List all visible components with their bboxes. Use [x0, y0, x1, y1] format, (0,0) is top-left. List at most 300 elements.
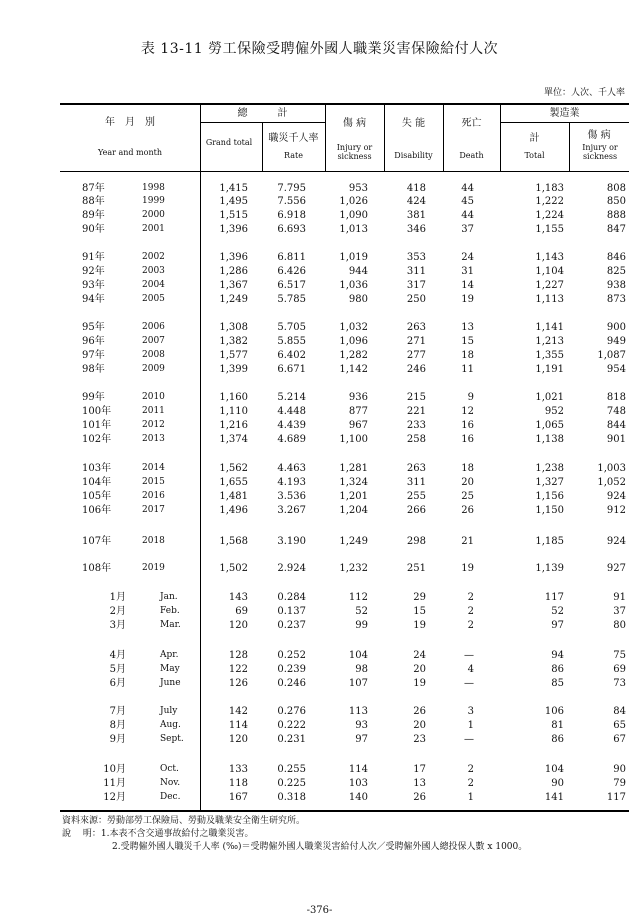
cell-rate: 5.785	[277, 294, 306, 305]
cell-disability: 251	[406, 563, 426, 574]
cell-death: 24	[461, 252, 474, 263]
cell-total: 1,568	[219, 536, 248, 547]
cell-mfg-injury: 79	[613, 778, 626, 789]
cell-total: 1,160	[219, 392, 248, 403]
cell-disability: 277	[406, 350, 426, 361]
cell-rate: 6.426	[277, 266, 306, 277]
cell-total: 1,481	[219, 491, 248, 502]
cell-disability: 381	[406, 210, 426, 221]
mfg-subrule	[500, 122, 629, 123]
cell-death: 21	[461, 536, 474, 547]
cell-rate: 4.439	[277, 420, 306, 431]
cell-injury: 98	[355, 664, 368, 675]
cell-mfg-total: 97	[551, 620, 564, 631]
cell-death: 2	[467, 592, 474, 603]
cell-mfg-total: 90	[551, 778, 564, 789]
row-label-zh: 3月	[109, 620, 126, 631]
cell-disability: 317	[406, 280, 426, 291]
cell-total: 118	[228, 778, 248, 789]
cell-mfg-total: 1,104	[535, 266, 564, 277]
cell-death: 12	[461, 406, 474, 417]
divider-6	[262, 123, 263, 171]
row-label-en: 2014	[142, 463, 165, 473]
cell-rate: 7.556	[277, 196, 306, 207]
row-label-en: July	[160, 706, 178, 716]
cell-mfg-injury: 69	[613, 664, 626, 675]
row-label-zh: 1月	[109, 592, 126, 603]
cell-mfg-injury: 873	[606, 294, 626, 305]
row-label-zh: 102年	[82, 434, 112, 445]
row-label-zh: 94年	[82, 294, 105, 305]
row-label-en: 2013	[142, 434, 165, 444]
cell-disability: 23	[413, 734, 426, 745]
row-label-en: 2016	[142, 491, 165, 501]
cell-mfg-total: 1,222	[535, 196, 564, 207]
cell-disability: 20	[413, 720, 426, 731]
cell-death: 15	[461, 336, 474, 347]
cell-rate: 4.463	[277, 463, 306, 474]
cell-mfg-total: 52	[551, 606, 564, 617]
cell-disability: 418	[406, 183, 426, 194]
cell-injury: 107	[348, 678, 368, 689]
header-disability-en: Disability	[394, 151, 433, 160]
cell-death: —	[464, 678, 474, 689]
row-label-en: Oct.	[160, 764, 179, 774]
cell-death: 19	[461, 294, 474, 305]
row-label-en: Mar.	[160, 620, 181, 630]
cell-death: 25	[461, 491, 474, 502]
cell-disability: 221	[406, 406, 426, 417]
cell-disability: 15	[413, 606, 426, 617]
cell-mfg-injury: 924	[606, 491, 626, 502]
row-label-en: May	[160, 664, 180, 674]
header-death-en: Death	[459, 151, 484, 160]
cell-injury: 103	[348, 778, 368, 789]
cell-injury: 1,232	[339, 563, 368, 574]
cell-mfg-injury: 90	[613, 764, 626, 775]
cell-injury: 1,026	[339, 196, 368, 207]
cell-disability: 258	[406, 434, 426, 445]
cell-mfg-total: 1,183	[535, 183, 564, 194]
cell-injury: 1,036	[339, 280, 368, 291]
cell-mfg-total: 952	[544, 406, 564, 417]
row-label-zh: 8月	[109, 720, 126, 731]
row-label-en: 2018	[142, 536, 165, 546]
cell-mfg-total: 1,185	[535, 536, 564, 547]
cell-rate: 0.276	[277, 706, 306, 717]
cell-total: 1,496	[219, 505, 248, 516]
header-disability: 失 能	[401, 118, 426, 129]
row-label-en: 2019	[142, 563, 165, 573]
cell-rate: 5.855	[277, 336, 306, 347]
cell-disability: 215	[406, 392, 426, 403]
cell-mfg-total: 141	[544, 792, 564, 803]
cell-injury: 93	[355, 720, 368, 731]
cell-mfg-injury: 65	[613, 720, 626, 731]
cell-mfg-total: 86	[551, 664, 564, 675]
cell-mfg-total: 1,138	[535, 434, 564, 445]
cell-death: —	[464, 650, 474, 661]
cell-disability: 26	[413, 706, 426, 717]
cell-rate: 0.222	[277, 720, 306, 731]
unit-label: 單位：人次、千人率	[543, 88, 625, 98]
cell-death: 18	[461, 350, 474, 361]
header-grand-total: Grand total	[205, 138, 253, 147]
cell-mfg-injury: 808	[606, 183, 626, 194]
row-label-en: 1998	[142, 183, 165, 193]
cell-death: 18	[461, 463, 474, 474]
cell-mfg-total: 1,224	[535, 210, 564, 221]
cell-rate: 6.671	[277, 364, 306, 375]
cell-mfg-total: 1,355	[535, 350, 564, 361]
cell-mfg-injury: 84	[613, 706, 626, 717]
cell-death: 19	[461, 563, 474, 574]
cell-mfg-injury: 1,052	[597, 477, 626, 488]
cell-mfg-injury: 924	[606, 536, 626, 547]
row-label-en: 1999	[142, 196, 165, 206]
cell-rate: 7.795	[277, 183, 306, 194]
cell-mfg-total: 94	[551, 650, 564, 661]
row-label-zh: 88年	[82, 196, 105, 207]
cell-mfg-injury: 818	[606, 392, 626, 403]
cell-mfg-total: 104	[544, 764, 564, 775]
cell-mfg-total: 1,141	[535, 322, 564, 333]
footnote-source: 資料來源：勞動部勞工保險局、勞動及職業安全衛生研究所。	[62, 816, 306, 826]
row-label-zh: 89年	[82, 210, 105, 221]
cell-total: 1,367	[219, 280, 248, 291]
cell-disability: 298	[406, 536, 426, 547]
cell-death: —	[464, 734, 474, 745]
cell-disability: 263	[406, 463, 426, 474]
cell-mfg-total: 1,139	[535, 563, 564, 574]
row-label-en: 2009	[142, 364, 165, 374]
cell-disability: 346	[406, 224, 426, 235]
cell-injury: 1,013	[339, 224, 368, 235]
cell-total: 120	[228, 734, 248, 745]
cell-rate: 0.252	[277, 650, 306, 661]
page-number: -376-	[306, 905, 333, 916]
row-label-zh: 108年	[82, 563, 112, 574]
row-label-en: 2002	[142, 252, 165, 262]
cell-death: 2	[467, 620, 474, 631]
cell-mfg-total: 1,021	[535, 392, 564, 403]
cell-total: 1,502	[219, 563, 248, 574]
row-label-zh: 87年	[82, 183, 105, 194]
cell-injury: 1,324	[339, 477, 368, 488]
header-mfg-injury: 傷 病	[587, 130, 611, 141]
row-label-en: 2000	[142, 210, 165, 220]
cell-injury: 944	[348, 266, 368, 277]
row-label-zh: 97年	[82, 350, 105, 361]
cell-mfg-total: 1,238	[535, 463, 564, 474]
row-label-en: 2012	[142, 420, 165, 430]
cell-mfg-injury: 91	[613, 592, 626, 603]
cell-total: 1,374	[219, 434, 248, 445]
cell-disability: 271	[406, 336, 426, 347]
cell-mfg-total: 106	[544, 706, 564, 717]
header-injury: 傷 病	[342, 118, 367, 129]
cell-total: 122	[228, 664, 248, 675]
cell-disability: 263	[406, 322, 426, 333]
row-label-zh: 98年	[82, 364, 105, 375]
cell-injury: 877	[348, 406, 368, 417]
cell-death: 11	[461, 364, 474, 375]
cell-death: 2	[467, 778, 474, 789]
header-year-month: 年 月 別	[105, 117, 155, 128]
cell-mfg-total: 1,227	[535, 280, 564, 291]
row-label-zh: 95年	[82, 322, 105, 333]
cell-rate: 6.517	[277, 280, 306, 291]
row-label-en: 2015	[142, 477, 165, 487]
cell-injury: 97	[355, 734, 368, 745]
cell-rate: 6.402	[277, 350, 306, 361]
row-label-zh: 91年	[82, 252, 105, 263]
cell-rate: 4.193	[277, 477, 306, 488]
header-rate-en: Rate	[284, 151, 303, 160]
cell-injury: 1,096	[339, 336, 368, 347]
cell-mfg-total: 1,065	[535, 420, 564, 431]
row-label-zh: 100年	[82, 406, 112, 417]
cell-injury: 52	[355, 606, 368, 617]
cell-mfg-injury: 825	[606, 266, 626, 277]
footnote-note2: 2.受聘僱外國人職災千人率 (‰)＝受聘僱外國人職業災害給付人次／受聘僱外國人總投保人數 x 1000。	[112, 842, 528, 852]
cell-disability: 19	[413, 678, 426, 689]
cell-total: 1,396	[219, 224, 248, 235]
cell-total: 126	[228, 678, 248, 689]
cell-rate: 5.705	[277, 322, 306, 333]
row-label-zh: 11月	[103, 778, 126, 789]
cell-death: 37	[461, 224, 474, 235]
header-rate: 職災千人率	[268, 133, 319, 144]
cell-mfg-injury: 80	[613, 620, 626, 631]
cell-injury: 936	[348, 392, 368, 403]
cell-death: 14	[461, 280, 474, 291]
row-label-zh: 4月	[109, 650, 126, 661]
cell-rate: 0.318	[277, 792, 306, 803]
cell-rate: 2.924	[277, 563, 306, 574]
cell-injury: 99	[355, 620, 368, 631]
cell-total: 1,216	[219, 420, 248, 431]
cell-disability: 13	[413, 778, 426, 789]
cell-disability: 246	[406, 364, 426, 375]
cell-total: 1,577	[219, 350, 248, 361]
row-label-zh: 92年	[82, 266, 105, 277]
cell-disability: 233	[406, 420, 426, 431]
cell-total: 1,415	[219, 183, 248, 194]
row-label-zh: 99年	[82, 392, 105, 403]
row-label-zh: 101年	[82, 420, 112, 431]
footnote-note1: 說 明：1.本表不含交通事故給付之職業災害。	[62, 829, 254, 839]
table-bottom-rule	[60, 810, 629, 812]
cell-death: 1	[467, 792, 474, 803]
cell-mfg-total: 1,113	[535, 294, 564, 305]
cell-total: 1,308	[219, 322, 248, 333]
cell-death: 20	[461, 477, 474, 488]
cell-mfg-injury: 1,003	[597, 463, 626, 474]
cell-rate: 4.448	[277, 406, 306, 417]
row-label-zh: 106年	[82, 505, 112, 516]
row-label-zh: 104年	[82, 477, 112, 488]
row-label-en: Sept.	[160, 734, 184, 744]
cell-rate: 6.811	[277, 252, 306, 263]
row-label-en: 2005	[142, 294, 165, 304]
cell-injury: 967	[348, 420, 368, 431]
header-total: 總 計	[237, 108, 288, 119]
cell-injury: 1,281	[339, 463, 368, 474]
cell-rate: 4.689	[277, 434, 306, 445]
row-label-en: Feb.	[160, 606, 180, 616]
cell-mfg-total: 117	[544, 592, 564, 603]
cell-rate: 5.214	[277, 392, 306, 403]
cell-mfg-injury: 844	[606, 420, 626, 431]
cell-injury: 113	[348, 706, 368, 717]
cell-injury: 1,204	[339, 505, 368, 516]
cell-disability: 17	[413, 764, 426, 775]
cell-death: 16	[461, 420, 474, 431]
cell-mfg-total: 81	[551, 720, 564, 731]
header-mfg-total-en: Total	[524, 151, 545, 160]
row-label-en: Nov.	[160, 778, 181, 788]
cell-death: 31	[461, 266, 474, 277]
header-mfg-total: 計	[529, 133, 540, 144]
cell-total: 114	[228, 720, 248, 731]
cell-mfg-total: 1,150	[535, 505, 564, 516]
cell-rate: 0.225	[277, 778, 306, 789]
cell-mfg-total: 1,213	[535, 336, 564, 347]
row-label-zh: 10月	[103, 764, 126, 775]
row-label-zh: 103年	[82, 463, 112, 474]
cell-death: 16	[461, 434, 474, 445]
cell-rate: 3.267	[277, 505, 306, 516]
row-label-zh: 2月	[109, 606, 126, 617]
cell-mfg-injury: 75	[613, 650, 626, 661]
cell-death: 4	[467, 664, 474, 675]
header-year-month-en: Year and month	[98, 148, 162, 157]
cell-total: 143	[228, 592, 248, 603]
header-mfg-injury-en: Injury or sickness	[582, 143, 618, 161]
cell-mfg-total: 1,143	[535, 252, 564, 263]
cell-injury: 1,249	[339, 536, 368, 547]
cell-mfg-total: 1,191	[535, 364, 564, 375]
cell-total: 142	[228, 706, 248, 717]
cell-total: 1,515	[219, 210, 248, 221]
cell-disability: 24	[413, 650, 426, 661]
cell-rate: 0.137	[277, 606, 306, 617]
cell-mfg-injury: 73	[613, 678, 626, 689]
cell-mfg-total: 85	[551, 678, 564, 689]
cell-total: 1,286	[219, 266, 248, 277]
cell-mfg-total: 86	[551, 734, 564, 745]
cell-rate: 3.190	[277, 536, 306, 547]
row-label-zh: 7月	[109, 706, 126, 717]
row-label-zh: 90年	[82, 224, 105, 235]
row-label-zh: 9月	[109, 734, 126, 745]
row-label-en: 2007	[142, 336, 165, 346]
cell-mfg-injury: 37	[613, 606, 626, 617]
row-label-en: 2011	[142, 406, 165, 416]
cell-mfg-injury: 888	[606, 210, 626, 221]
divider-4	[443, 104, 444, 171]
cell-total: 167	[228, 792, 248, 803]
cell-injury: 1,090	[339, 210, 368, 221]
cell-total: 69	[235, 606, 248, 617]
cell-injury: 1,100	[339, 434, 368, 445]
row-label-zh: 93年	[82, 280, 105, 291]
cell-mfg-injury: 938	[606, 280, 626, 291]
cell-mfg-total: 1,155	[535, 224, 564, 235]
row-label-en: June	[160, 678, 181, 688]
cell-mfg-injury: 912	[606, 505, 626, 516]
cell-mfg-injury: 117	[606, 792, 626, 803]
cell-total: 120	[228, 620, 248, 631]
row-label-en: Aug.	[160, 720, 181, 730]
cell-death: 1	[467, 720, 474, 731]
total-subrule	[200, 122, 325, 123]
cell-injury: 114	[348, 764, 368, 775]
cell-death: 13	[461, 322, 474, 333]
cell-mfg-injury: 67	[613, 734, 626, 745]
cell-mfg-injury: 954	[606, 364, 626, 375]
cell-total: 133	[228, 764, 248, 775]
cell-total: 1,382	[219, 336, 248, 347]
cell-mfg-total: 1,327	[535, 477, 564, 488]
row-label-en: 2017	[142, 505, 165, 515]
cell-death: 9	[467, 392, 474, 403]
row-label-en: Apr.	[160, 650, 179, 660]
cell-total: 1,249	[219, 294, 248, 305]
row-label-en: 2010	[142, 392, 165, 402]
row-label-zh: 96年	[82, 336, 105, 347]
cell-mfg-injury: 927	[606, 563, 626, 574]
row-label-en: 2003	[142, 266, 165, 276]
cell-total: 1,110	[219, 406, 248, 417]
row-label-en: 2008	[142, 350, 165, 360]
cell-rate: 3.536	[277, 491, 306, 502]
cell-mfg-injury: 949	[606, 336, 626, 347]
cell-death: 3	[467, 706, 474, 717]
cell-injury: 140	[348, 792, 368, 803]
header-top-rule	[60, 103, 629, 105]
cell-mfg-injury: 847	[606, 224, 626, 235]
cell-disability: 311	[406, 477, 426, 488]
cell-disability: 29	[413, 592, 426, 603]
cell-disability: 266	[406, 505, 426, 516]
cell-mfg-total: 1,156	[535, 491, 564, 502]
header-bottom-rule	[60, 171, 629, 172]
cell-injury: 1,201	[339, 491, 368, 502]
cell-injury: 104	[348, 650, 368, 661]
table-title: 表 13-11 勞工保險受聘僱外國人職業災害保險給付人次	[140, 41, 499, 57]
cell-injury: 980	[348, 294, 368, 305]
cell-rate: 6.693	[277, 224, 306, 235]
cell-mfg-injury: 900	[606, 322, 626, 333]
row-label-zh: 107年	[82, 536, 112, 547]
cell-injury: 1,032	[339, 322, 368, 333]
row-label-zh: 5月	[109, 664, 126, 675]
cell-death: 2	[467, 764, 474, 775]
cell-mfg-injury: 850	[606, 196, 626, 207]
cell-death: 44	[461, 210, 474, 221]
cell-disability: 353	[406, 252, 426, 263]
cell-disability: 424	[406, 196, 426, 207]
cell-death: 44	[461, 183, 474, 194]
header-manufacturing: 製造業	[549, 108, 580, 119]
cell-total: 1,396	[219, 252, 248, 263]
cell-death: 45	[461, 196, 474, 207]
cell-disability: 250	[406, 294, 426, 305]
cell-disability: 311	[406, 266, 426, 277]
cell-disability: 255	[406, 491, 426, 502]
